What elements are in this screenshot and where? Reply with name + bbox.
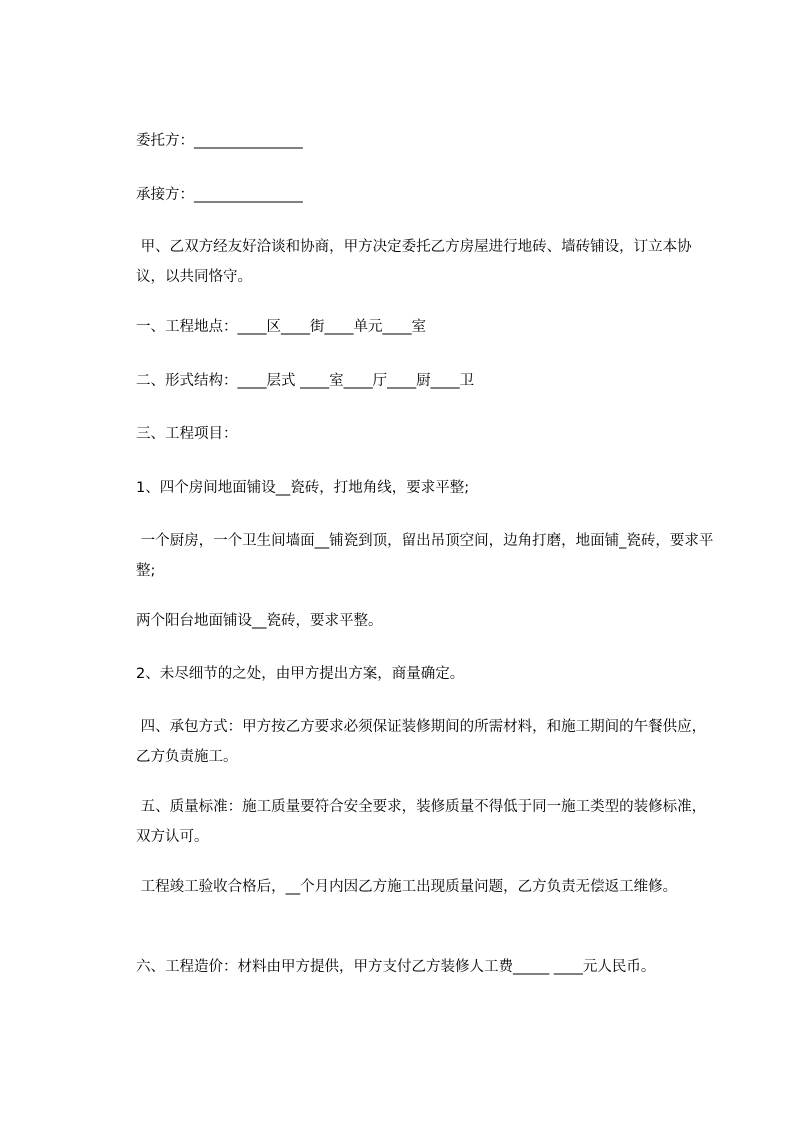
contract-method-paragraph: 四、承包方式：甲方按乙方要求必须保证装修期间的所需材料，和施工期间的午餐供应，乙方负责施工。 (136, 719, 707, 765)
project-item-balconies: 两个阳台地面铺设__瓷砖，要求平整。 (136, 613, 383, 629)
warranty-paragraph: 工程竣工验收合格后，__个月内因乙方施工出现质量问题，乙方负责无偿返工维修。 (136, 879, 678, 895)
agreement-intro-paragraph: 甲、乙双方经友好洽谈和协商，甲方决定委托乙方房屋进行地砖、墙砖铺设，订立本协议，以共同恪守。 (136, 239, 692, 285)
project-items-heading: 三、工程项目： (136, 426, 238, 442)
project-item-kitchen-bath: 一个厨房，一个卫生间墙面__铺瓷到顶，留出吊顶空间，边角打磨，地面铺_瓷砖，要求平整; (136, 533, 714, 579)
client-party-line: 委托方：_______________ (136, 133, 303, 149)
project-cost-line: 六、工程造价：材料由甲方提供，甲方支付乙方装修人工费_____ ____元人民币。 (136, 959, 656, 975)
quality-standard-paragraph: 五、质量标准：施工质量要符合安全要求，装修质量不得低于同一施工类型的装修标准，双方认可。 (136, 799, 707, 845)
structure-form-line: 二、形式结构：____层式 ____室____厅____厨____卫 (136, 373, 475, 389)
contractor-party-line: 承接方：_______________ (136, 187, 303, 203)
project-location-line: 一、工程地点：____区____街____单元____室 (136, 319, 426, 335)
project-item-1-rooms: 1、四个房间地面铺设__瓷砖，打地角线，要求平整; (136, 480, 470, 496)
project-item-2-details: 2、未尽细节的之处，由甲方提出方案，商量确定。 (136, 666, 465, 682)
